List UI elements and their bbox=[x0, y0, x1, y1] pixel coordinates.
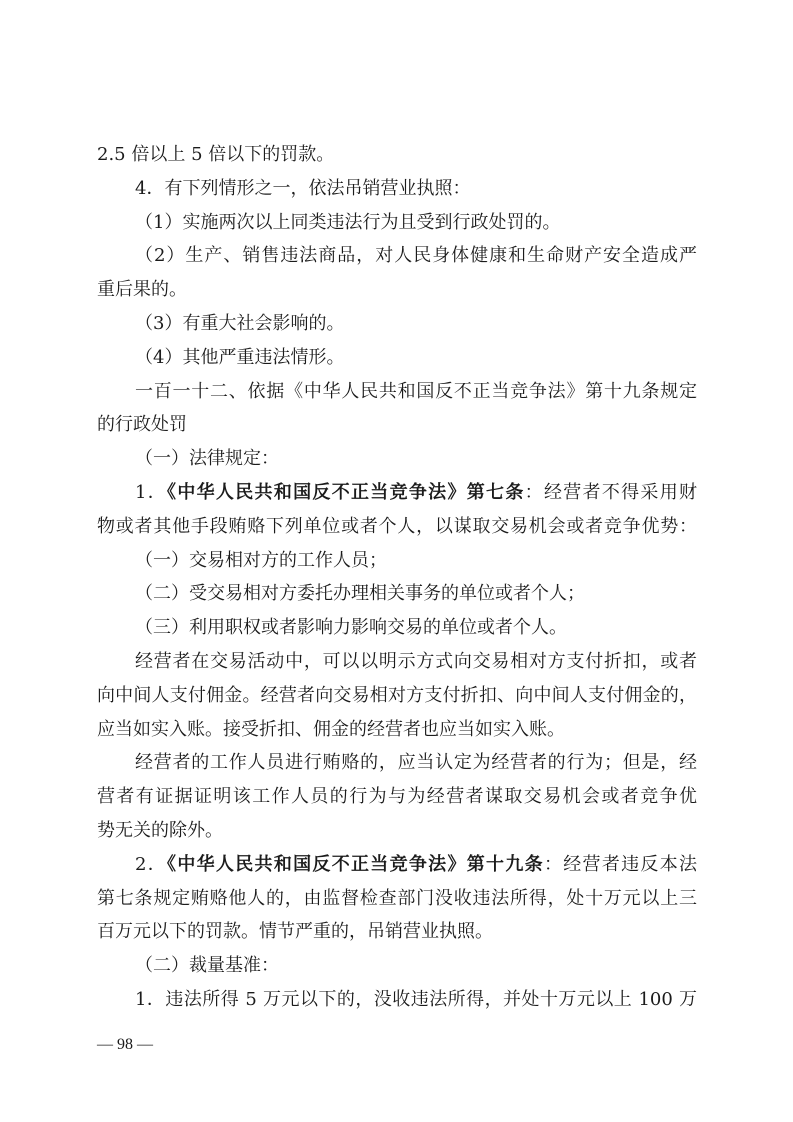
paragraph bbox=[97, 307, 697, 341]
item-number: 2． bbox=[135, 853, 168, 875]
text-line: 1．违法所得 5 万元以下的，没收违法所得，并处十万元以上 100 万 bbox=[135, 988, 697, 1010]
text-line: （一）法律规定： bbox=[135, 448, 279, 470]
text-line: 2.5 倍以上 5 倍以下的罚款。 bbox=[97, 144, 335, 165]
paragraph bbox=[97, 983, 697, 1017]
law-citation: 《中华人民共和国反不正当竞争法》第七条 bbox=[167, 481, 525, 503]
text-line: 经营者的工作人员进行贿赂的，应当认定为经营者的行为；但是，经 bbox=[135, 752, 697, 774]
subsection-heading bbox=[97, 442, 697, 476]
paragraph bbox=[97, 206, 697, 240]
text-line: 一百一十二、依据《中华人民共和国反不正当竞争法》第十九条规定 bbox=[135, 380, 697, 402]
text-line: 重后果的。 bbox=[97, 279, 187, 301]
text-line: （2）生产、销售违法商品，对人民身体健康和生命财产安全造成严 bbox=[135, 245, 697, 267]
paragraph bbox=[97, 172, 697, 206]
text-line: 营者有证据证明该工作人员的行为与为经营者谋取交易机会或者竞争优 bbox=[97, 786, 697, 808]
text-line: 经营者在交易活动中，可以以明示方式向交易相对方支付折扣，或者 bbox=[135, 650, 697, 672]
item-number: 1． bbox=[135, 481, 168, 503]
text-line: 向中间人支付佣金。经营者向交易相对方支付折扣、向中间人支付佣金的， bbox=[97, 684, 697, 706]
text-line: 第七条规定贿赂他人的，由监督检查部门没收违法所得，处十万元以上三 bbox=[97, 887, 697, 909]
paragraph bbox=[97, 476, 697, 544]
page-number: — 98 — bbox=[97, 1036, 153, 1053]
law-citation: 《中华人民共和国反不正当竞争法》第十九条 bbox=[167, 853, 544, 875]
text-segment: ：经营者违反本法 bbox=[543, 853, 698, 875]
text-line: （4）其他严重违法情形。 bbox=[135, 346, 345, 368]
text-line: 势无关的除外。 bbox=[97, 819, 223, 841]
paragraph bbox=[97, 848, 697, 949]
text-line bbox=[97, 476, 697, 510]
text-line: 应当如实入账。接受折扣、佣金的经营者也应当如实入账。 bbox=[97, 718, 565, 740]
paragraph bbox=[97, 239, 697, 307]
paragraph bbox=[97, 341, 697, 375]
text-line: （一）交易相对方的工作人员； bbox=[135, 549, 387, 571]
text-line bbox=[97, 848, 697, 882]
text-line: （3）有重大社会影响的。 bbox=[135, 312, 345, 334]
paragraph bbox=[97, 611, 697, 645]
text-line: 百万元以下的罚款。情节严重的，吊销营业执照。 bbox=[97, 921, 493, 943]
text-line: 4．有下列情形之一，依法吊销营业执照： bbox=[135, 177, 471, 199]
text-line: 的行政处罚 bbox=[97, 414, 187, 436]
text-line: （三）利用职权或者影响力影响交易的单位或者个人。 bbox=[135, 617, 567, 639]
subsection-heading bbox=[97, 949, 697, 983]
text-line: 物或者其他手段贿赂下列单位或者个人，以谋取交易机会或者竞争优势： bbox=[97, 515, 697, 537]
paragraph bbox=[97, 138, 697, 172]
paragraph bbox=[97, 577, 697, 611]
document-body bbox=[97, 138, 697, 1017]
paragraph bbox=[97, 746, 697, 847]
paragraph bbox=[97, 544, 697, 578]
paragraph bbox=[97, 645, 697, 746]
text-line: （二）裁量基准： bbox=[135, 955, 279, 977]
text-segment: ：经营者不得采用财 bbox=[524, 481, 698, 503]
text-line: （二）受交易相对方委托办理相关事务的单位或者个人； bbox=[135, 583, 585, 605]
text-line: （1）实施两次以上同类违法行为且受到行政处罚的。 bbox=[135, 211, 561, 233]
section-heading bbox=[97, 375, 697, 443]
